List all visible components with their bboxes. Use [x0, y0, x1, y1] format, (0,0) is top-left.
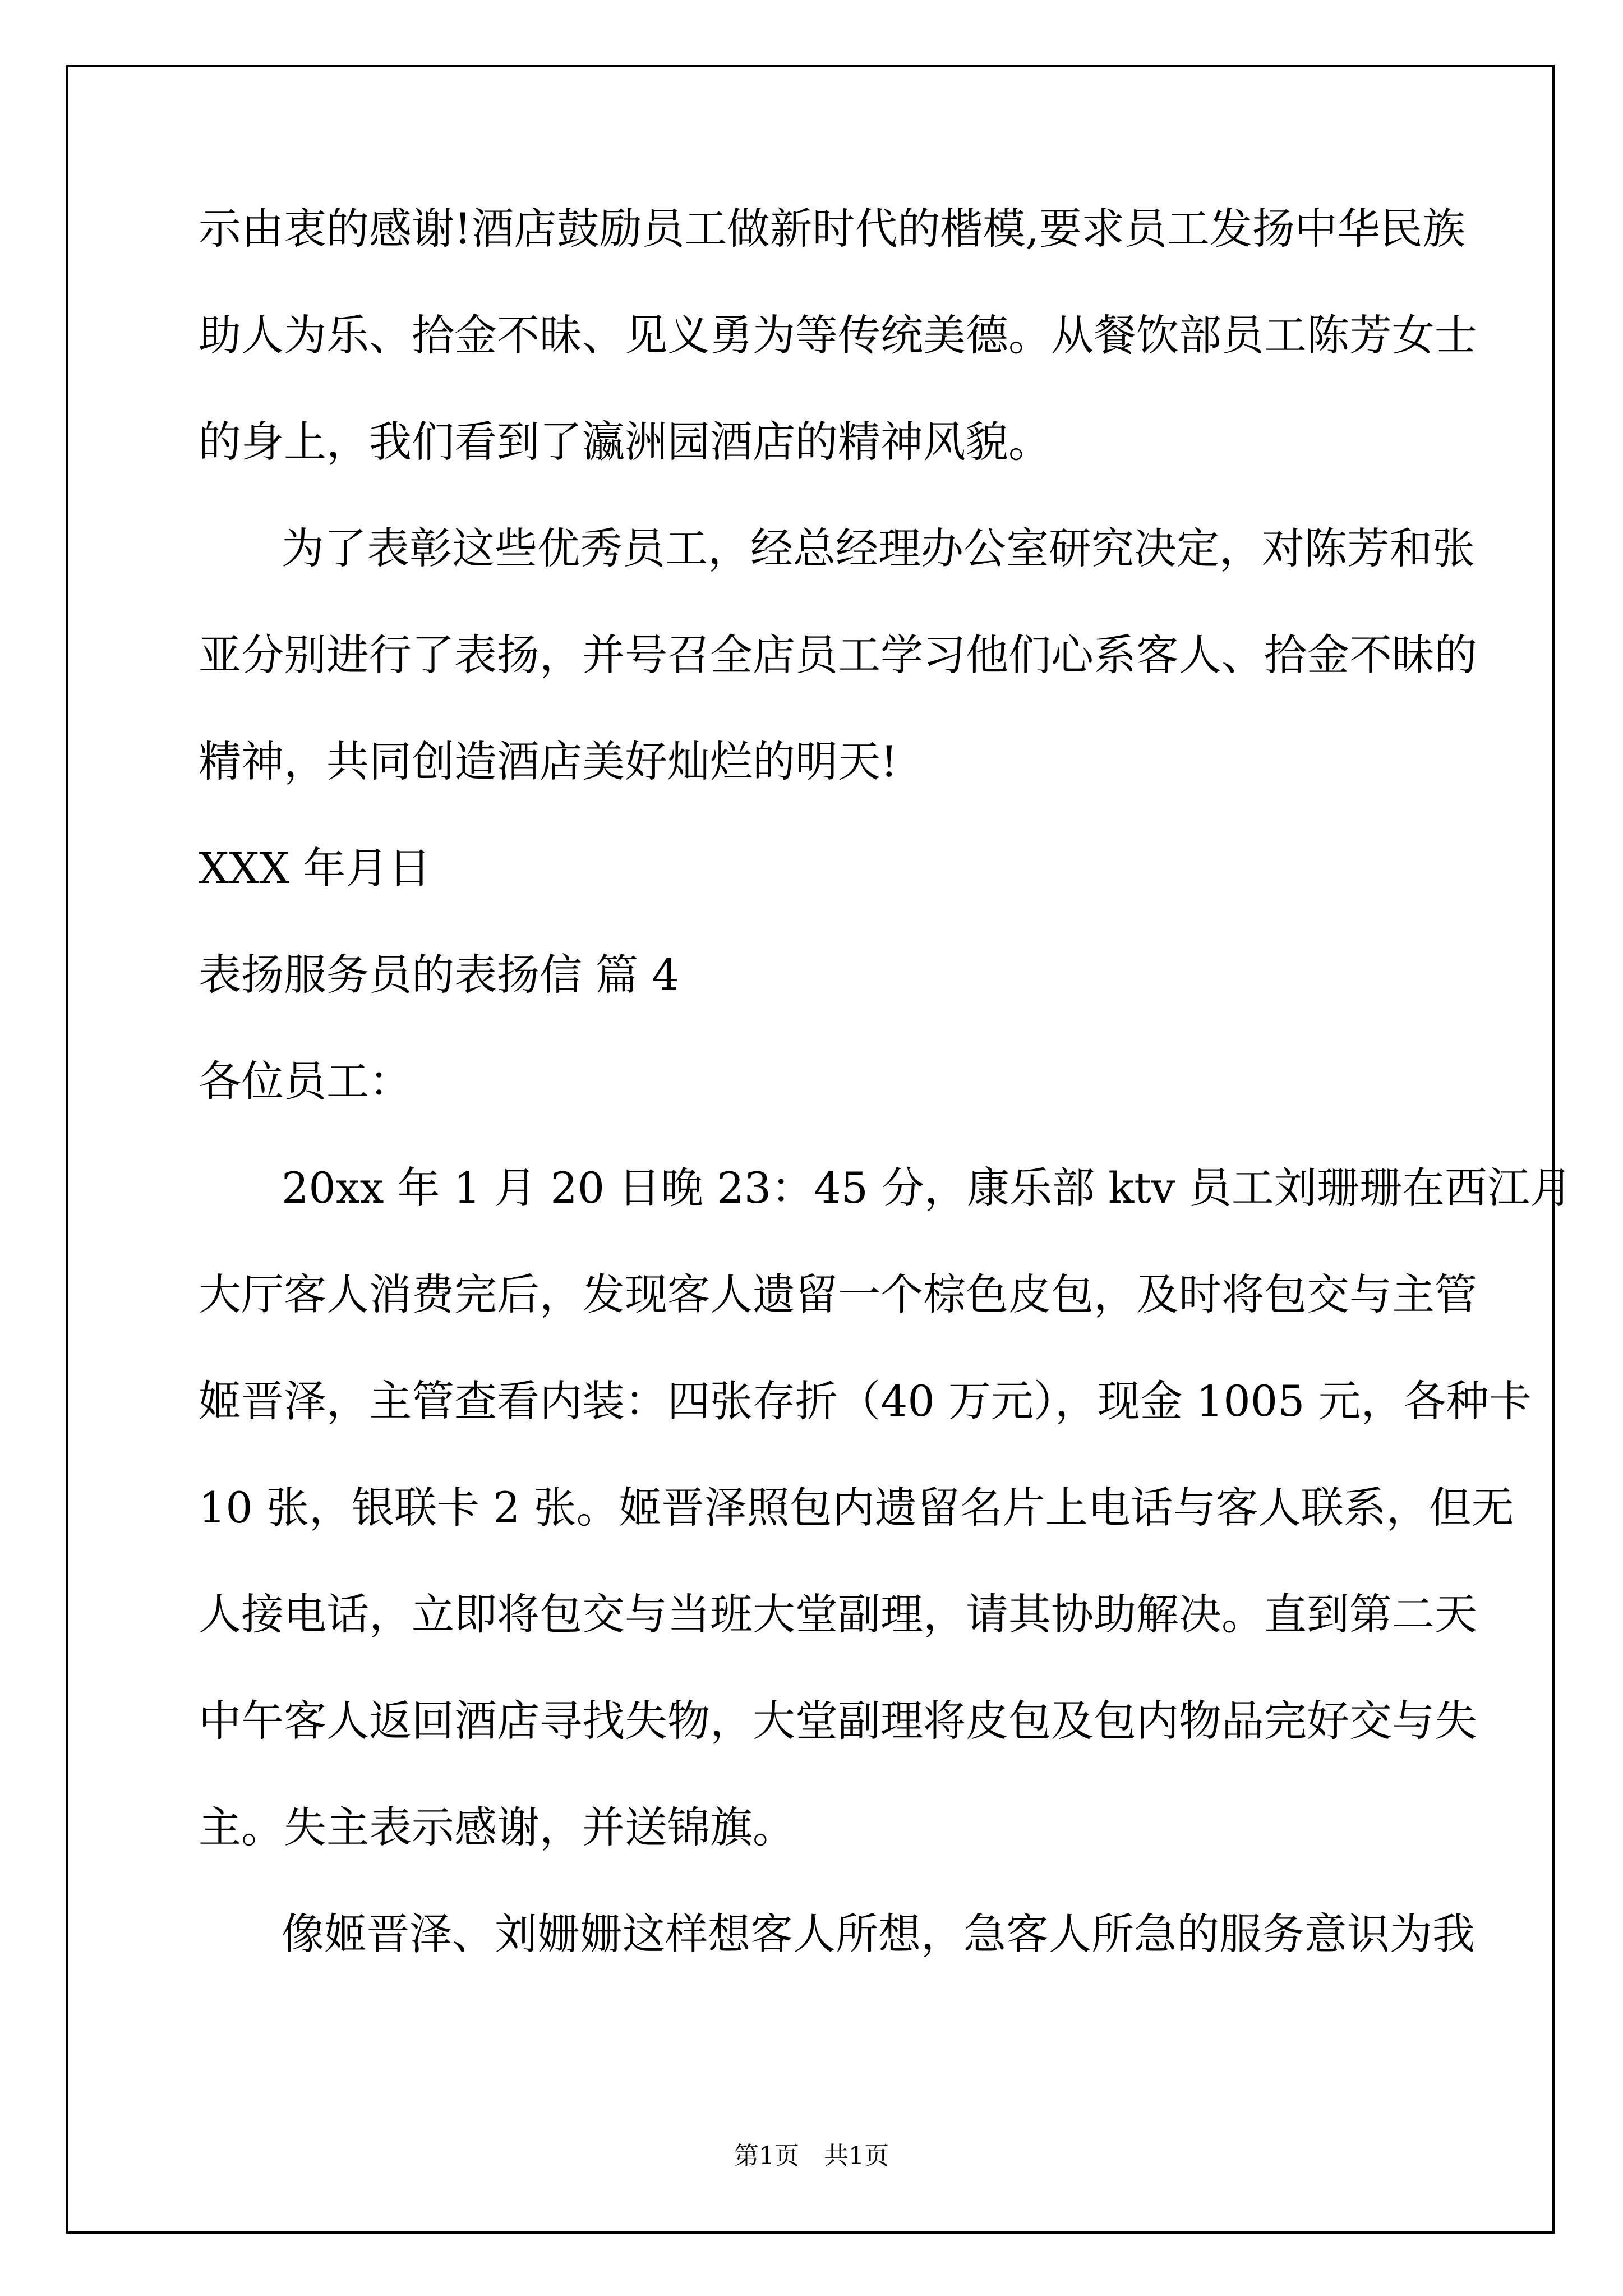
section-title: 表扬服务员的表扬信 篇 4 — [199, 950, 679, 1000]
text-line: 亚分别进行了表扬，并号召全店员工学习他们心系客人、拾金不昧的 — [199, 630, 1477, 680]
text-line: 示由衷的感谢!酒店鼓励员工做新时代的楷模,要求员工发扬中华民族 — [199, 204, 1465, 254]
paragraph-start-line: 为了表彰这些优秀员工，经总经理办公室研究决定，对陈芳和张 — [282, 523, 1475, 573]
paragraph-start-line: 20xx 年 1 月 20 日晚 23：45 分，康乐部 ktv 员工刘珊珊在西江月 — [282, 1163, 1573, 1213]
page-border — [66, 65, 1555, 2234]
text-line: 大厅客人消费完后，发现客人遗留一个棕色皮包，及时将包交与主管 — [199, 1269, 1477, 1319]
text-line: 中午客人返回酒店寻找失物，大堂副理将皮包及包内物品完好交与失 — [199, 1696, 1477, 1746]
text-line: 人接电话，立即将包交与当班大堂副理，请其协助解决。直到第二天 — [199, 1589, 1477, 1639]
salutation: 各位员工： — [199, 1056, 412, 1106]
signature-date-line: XXX 年月日 — [199, 843, 431, 893]
page-footer: 第1页 共1页 — [734, 2142, 889, 2170]
text-line: 的身上，我们看到了瀛洲园酒店的精神风貌。 — [199, 417, 1051, 467]
text-line: 主。失主表示感谢，并送锦旗。 — [199, 1802, 795, 1852]
paragraph-start-line: 像姬晋泽、刘姗姗这样想客人所想，急客人所急的服务意识为我 — [282, 1909, 1475, 1959]
text-line: 助人为乐、拾金不昧、见义勇为等传统美德。从餐饮部员工陈芳女士 — [199, 310, 1477, 360]
text-line: 姬晋泽，主管查看内装：四张存折（40 万元），现金 1005 元，各种卡 — [199, 1376, 1532, 1426]
text-line: 10 张，银联卡 2 张。姬晋泽照包内遗留名片上电话与客人联系，但无 — [199, 1483, 1514, 1533]
text-line: 精神，共同创造酒店美好灿烂的明天! — [199, 737, 898, 786]
